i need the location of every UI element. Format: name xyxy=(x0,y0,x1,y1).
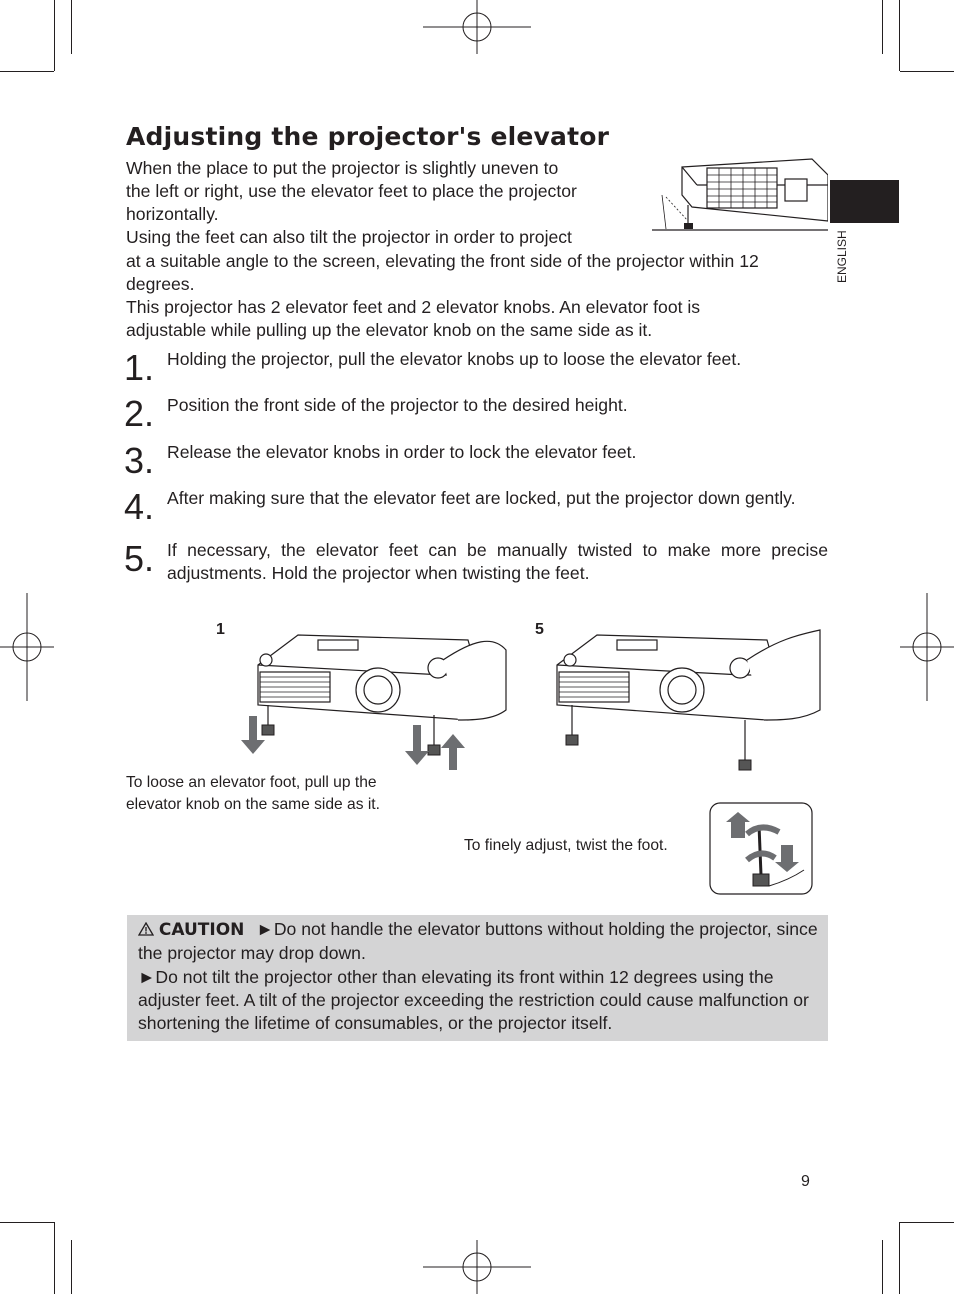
intro-line: Using the feet can also tilt the projector in order to project xyxy=(126,227,572,247)
step-text: Release the elevator knobs in order to lock the elevator feet. xyxy=(167,442,637,462)
step-number: 3. xyxy=(124,440,155,481)
intro-line: at a suitable angle to the screen, elevating the front side of the projector within 12 xyxy=(126,251,759,271)
intro-line: degrees. xyxy=(126,274,195,294)
intro-line: adjustable while pulling up the elevator knob on the same side as it. xyxy=(126,320,653,340)
step-number: 4. xyxy=(124,486,155,527)
tilted-projector-illustration xyxy=(652,155,828,235)
projector-twist-foot-illustration xyxy=(552,620,827,780)
intro-line: the left or right, use the elevator feet to place the projector xyxy=(126,181,577,201)
intro-line: horizontally. xyxy=(126,204,219,224)
page-number: 9 xyxy=(801,1173,810,1190)
step-number: 2. xyxy=(124,393,155,434)
figure-label: 1 xyxy=(216,621,225,638)
language-label: ENGLISH xyxy=(835,230,849,283)
figure-caption: To finely adjust, twist the foot. xyxy=(464,837,668,854)
step-number: 1. xyxy=(124,347,155,388)
page-title: Adjusting the projector's elevator xyxy=(126,122,610,151)
figure-label: 5 xyxy=(535,621,544,638)
step-number: 5. xyxy=(124,538,155,579)
projector-pull-knob-illustration xyxy=(238,620,510,770)
step-text: If necessary, the elevator feet can be manually twisted to make more precise adjustments. Hold the projector when twisting the feet. xyxy=(167,540,828,584)
intro-line: This projector has 2 elevator feet and 2 elevator knobs. An elevator foot is xyxy=(126,297,701,317)
foot-detail-illustration xyxy=(709,800,813,896)
caution-text-1: ►Do not handle the elevator buttons without holding the projector, since the projector may drop down. xyxy=(138,919,818,964)
step-text: Position the front side of the projector to the desired height. xyxy=(167,395,628,415)
caution-label: CAUTION xyxy=(158,920,245,940)
figure-caption: To loose an elevator foot, pull up the xyxy=(126,774,377,791)
warning-icon xyxy=(138,919,159,939)
caution-text xyxy=(138,918,823,1035)
language-tab xyxy=(830,180,899,223)
caution-text-2: ►Do not tilt the projector other than elevating its front within 12 degrees using the adjuster feet. A tilt of the projector exceeding the restriction could cause malfunction or shortening the lifetime of consumables, or the projector itself. xyxy=(138,966,809,1034)
step-text: After making sure that the elevator feet are locked, put the projector down gently. xyxy=(167,488,796,508)
step-text: Holding the projector, pull the elevator knobs up to loose the elevator feet. xyxy=(167,349,742,369)
figure-caption: elevator knob on the same side as it. xyxy=(126,796,380,813)
intro-line: When the place to put the projector is slightly uneven to xyxy=(126,158,559,178)
